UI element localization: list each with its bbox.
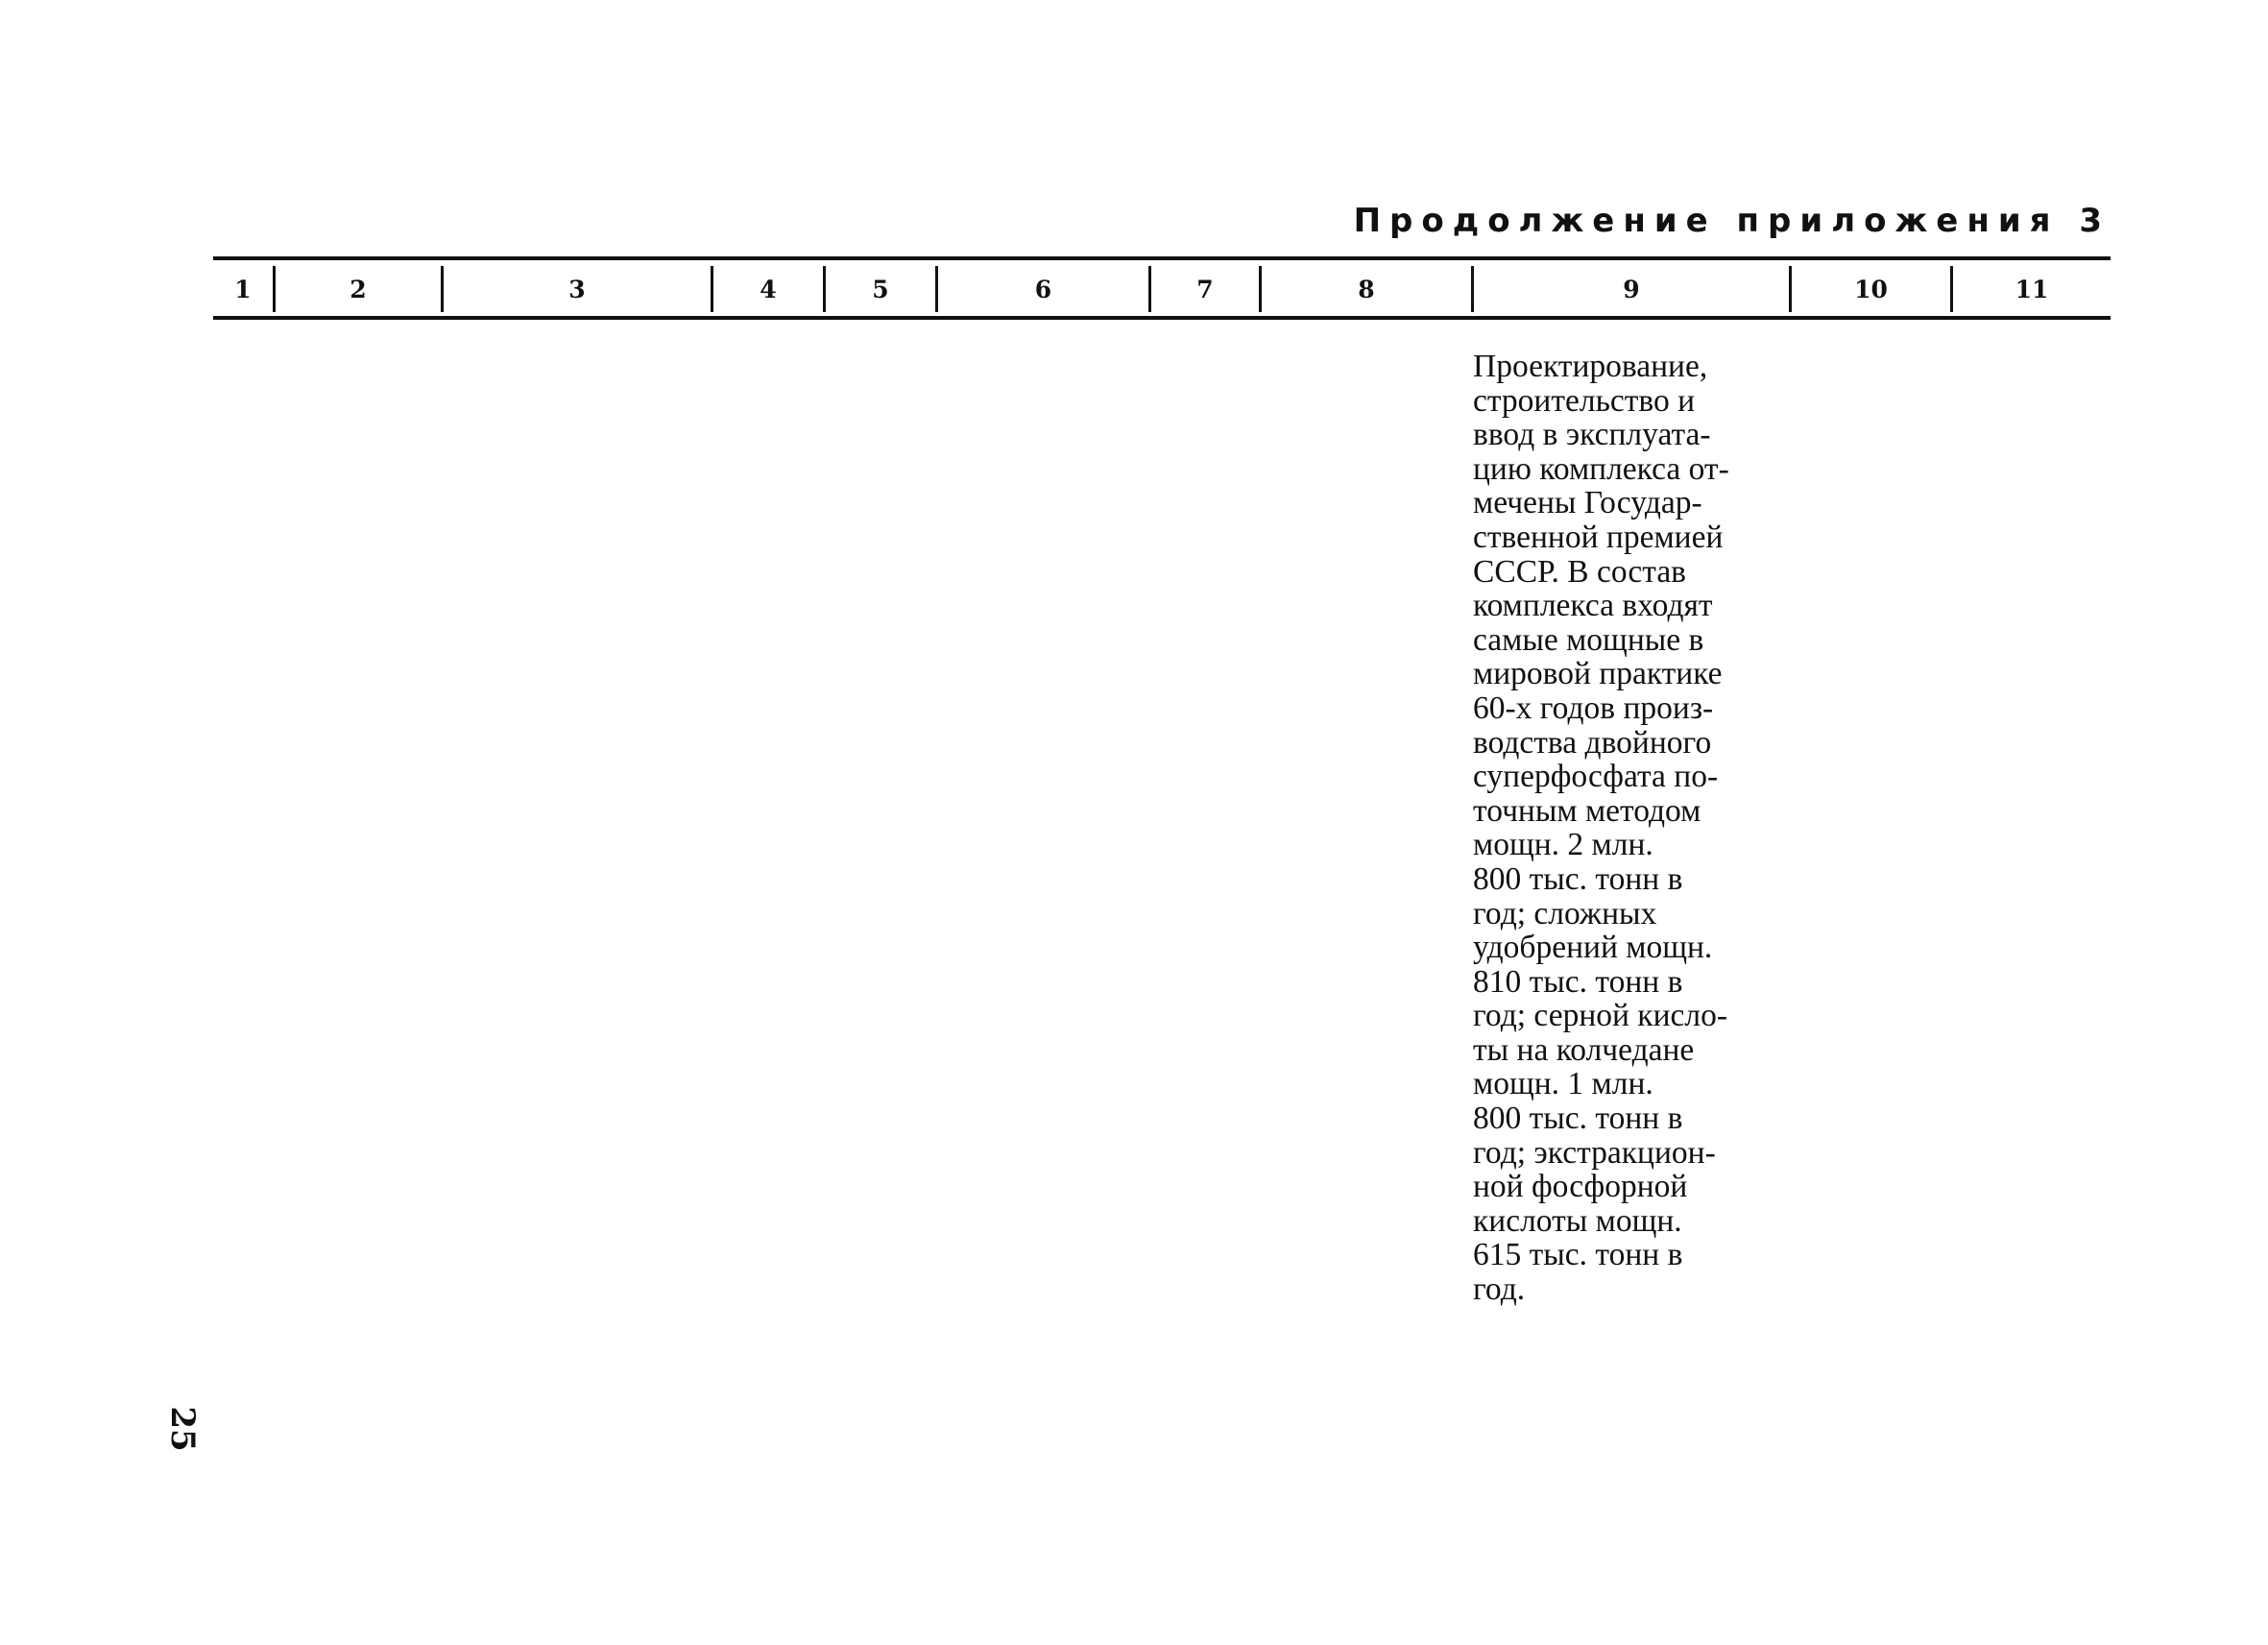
table-header-row xyxy=(213,260,2111,316)
column-9-text-line: Проектирование, xyxy=(1473,349,1708,384)
continuation-title: Продолжение приложения 3 xyxy=(1353,202,2111,240)
column-9-cell-text xyxy=(1473,350,1790,1307)
column-9-text-line: строительство и xyxy=(1473,382,1695,419)
column-9-text-line: год; сложных xyxy=(1473,895,1657,931)
column-9-text-line: цию комплекса от- xyxy=(1473,450,1729,487)
column-9-text-line: 810 тыс. тонн в xyxy=(1473,963,1683,1000)
column-9-text-line: ввод в эксплуата- xyxy=(1473,417,1711,453)
column-9-text-line: ной фосфорной xyxy=(1473,1169,1688,1205)
column-9-text-line: мировой практике xyxy=(1473,656,1723,692)
column-9-text-line: год; экстракцион- xyxy=(1473,1134,1716,1171)
column-header-5: 5 xyxy=(872,276,889,303)
column-9-text-line: 615 тыс. тонн в xyxy=(1473,1237,1683,1273)
page-number: 25 xyxy=(163,1406,202,1452)
column-header-10: 10 xyxy=(1854,276,1888,303)
column-9-text-line: точным методом xyxy=(1473,792,1701,829)
column-9-text-line: самые мощные в xyxy=(1473,621,1704,658)
column-header-6: 6 xyxy=(1034,276,1052,303)
column-9-text-line: год. xyxy=(1473,1271,1526,1308)
column-9-text-line: ты на колчедане xyxy=(1473,1031,1695,1068)
column-header-9: 9 xyxy=(1623,276,1640,303)
column-header-2: 2 xyxy=(350,276,367,303)
column-9-text-line: 800 тыс. тонн в xyxy=(1473,860,1683,897)
column-9-text-line: год; серной кисло- xyxy=(1473,998,1727,1034)
column-header-1: 1 xyxy=(234,276,252,303)
column-header-3: 3 xyxy=(568,276,586,303)
column-9-text-line: 800 тыс. тонн в xyxy=(1473,1101,1683,1137)
column-header-7: 7 xyxy=(1196,276,1214,303)
column-9-text-line: комплекса входят xyxy=(1473,588,1713,624)
column-header-11: 11 xyxy=(2015,276,2049,303)
column-header-4: 4 xyxy=(760,276,777,303)
column-9-text-line: СССР. В состав xyxy=(1473,553,1687,590)
column-9-text-line: 60-х годов произ- xyxy=(1473,689,1714,726)
column-9-text-line: кислоты мощн. xyxy=(1473,1202,1682,1239)
table-header-bottom-rule xyxy=(213,316,2111,320)
column-header-8: 8 xyxy=(1358,276,1375,303)
column-9-text-line: мечены Государ- xyxy=(1473,485,1702,521)
column-9-text-line: суперфосфата по- xyxy=(1473,759,1719,795)
column-9-text-line: мощн. 2 млн. xyxy=(1473,827,1653,863)
column-9-text-line: мощн. 1 млн. xyxy=(1473,1066,1653,1102)
column-9-text-line: удобрений мощн. xyxy=(1473,930,1713,966)
column-9-text-line: ственной премией xyxy=(1473,519,1724,555)
column-9-text-line: водства двойного xyxy=(1473,724,1712,761)
